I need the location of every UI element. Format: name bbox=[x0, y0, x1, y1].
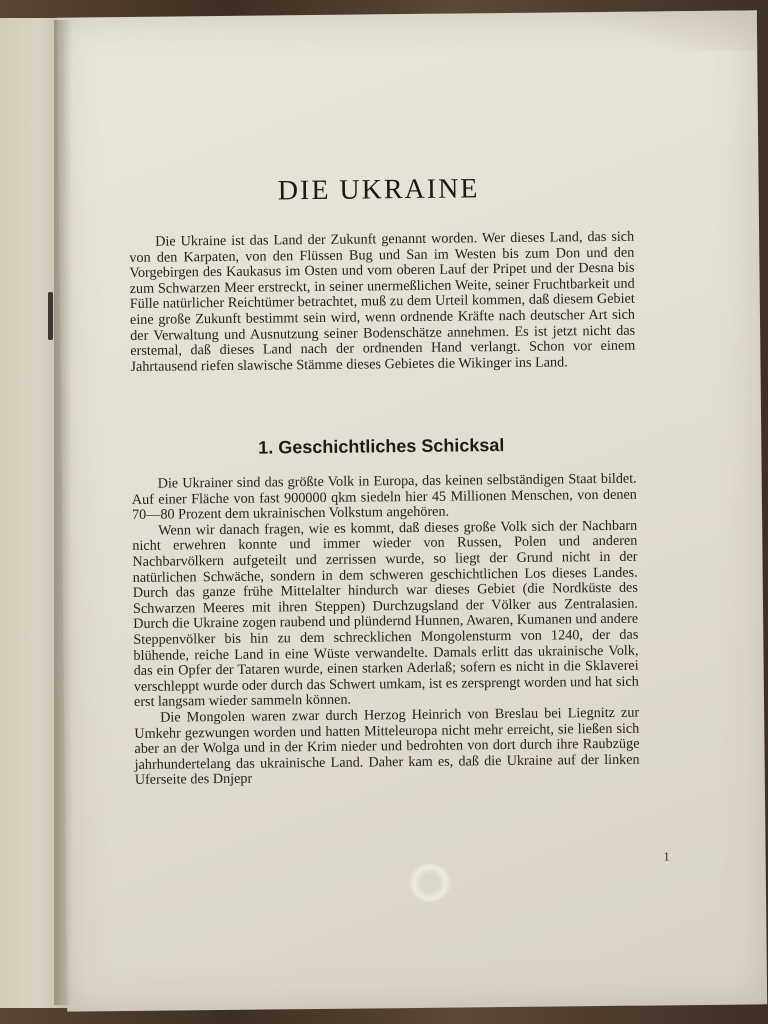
book-page bbox=[57, 10, 767, 1011]
intro-paragraph bbox=[129, 230, 635, 376]
binding-staple bbox=[48, 292, 53, 340]
body-paragraph: Die Ukrainer sind das größte Volk in Europa, das keinen selbständigen Staat bildet. Auf einer Fläche von fast 900000 qkm siedeln hier 45 Millionen Menschen, von denen 70—80 Prozent dem ukrainischen Volkstum angehören. bbox=[131, 470, 637, 524]
section-body bbox=[132, 472, 640, 789]
body-paragraph: Die Mongolen waren zwar durch Herzog Heinrich von Breslau bei Liegnitz zur Umkehr gezwungen worden und hatten Mitteleuropa nicht mehr erreicht, sie ließen sich aber an der Wolga und in der Krim nieder und bedrohten von dort durch ihre Raubzüge jahrhundertelang das ukrainische Land. Daher kam es, daß die Ukraine auf der linken Uferseite des Dnjepr bbox=[134, 704, 640, 789]
page-title: DIE UKRAINE bbox=[277, 173, 480, 207]
page-number: 1 bbox=[663, 849, 670, 864]
body-paragraph: Wenn wir danach fragen, wie es kommt, daß dieses große Volk sich der Nachbarn nicht erwehren konnte und immer wieder von Russen, Polen und anderen Nachbarvölkern aufgeteilt und zerrissen wurde, so liegt der Grund nicht in der natürlichen Schwäche, sondern in dem schweren geschichtlichen Los dieses Landes. Durch das ganze frühe Mittelalter hindurch war dieses Gebiet (die Nordküste des Schwarzen Meeres mit ihren Steppen) Durchzugsland der Völker aus Zentralasien. Durch die Ukraine zogen raubend und plündernd Hunnen, Awaren, Kumanen und andere Steppenvölker bis hin zu dem schrecklichen Mongolensturm von 1240, der das blühende, reiche Land in eine Wüste verwandelte. Damals erlitt das ukrainische Volk, das ein Opfer der Tataren wurde, einen starken Aderlaß; sofern es nicht in die Sklaverei verschleppt wurde oder durch das Schwert umkam, ist es zersprengt worden und hat sich erst langsam wieder sammeln können. bbox=[132, 517, 639, 711]
spine-shadow bbox=[54, 20, 72, 1005]
intro-text: Die Ukraine ist das Land der Zukunft genannt worden. Wer dieses Land, das sich von den Karpaten, von den Flüssen Bug und San im Westen bis zum Don und den Vorgebirgen des Kaukasus im Osten und vom oberen Lauf der Pripet und der Desna bis zum Schwarzen Meer erstreckt, in seiner unermeßlichen Weite, seiner Fruchtbarkeit und Fülle natürlicher Reichtümer betrachtet, muß zu dem Urteil kommen, daß diesem Gebiet eine große Zukunft bestimmt sein wird, wenn ordnende Kräfte nach deutscher Art sich der Verwaltung und Ausnutzung seiner Bodenschätze annehmen. Es ist jetzt nicht das erstemal, daß dieses Land nach der ordnenden Hand verlangt. Schon vor einem Jahrtausend riefen slawische Stämme dieses Gebietes die Wikinger ins Land. bbox=[129, 228, 636, 375]
paper-stain bbox=[408, 864, 452, 902]
section-heading: 1. Geschichtliches Schicksal bbox=[258, 435, 505, 458]
